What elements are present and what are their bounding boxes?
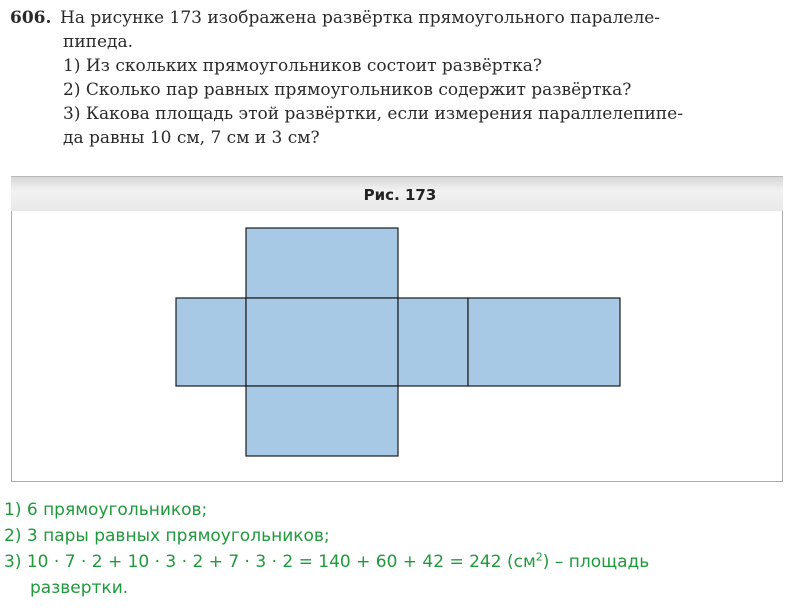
net-top-face	[246, 228, 398, 298]
answer-3: 3) 10 · 7 · 2 + 10 · 3 · 2 + 7 · 3 · 2 = 140 + 60 + 42 = 242 $(см^2)$ – площадь	[4, 550, 650, 572]
answer-2: 2) 3 пары равных прямоугольников;	[4, 526, 330, 546]
problem-line-2: пипеда.	[63, 32, 134, 52]
problem-line-1: 606. На рисунке 173 изображена развёртка прямоугольного паралеле-	[10, 8, 661, 28]
question-3: 3) Какова площадь этой развёртки, если измерения параллелепипе-	[63, 104, 683, 124]
net-left-face	[176, 298, 246, 386]
answer-3-cont: развертки.	[30, 578, 129, 598]
net-front-face	[246, 298, 398, 386]
question-2: 2) Сколько пар равных прямоугольников содержит развёртка?	[63, 80, 632, 100]
net-back-face	[468, 298, 620, 386]
problem-number: 606.	[10, 8, 52, 28]
question-3-cont: да равны 10 см, 7 см и 3 см?	[63, 128, 320, 148]
answers-block	[4, 497, 794, 601]
question-1: 1) Из скольких прямоугольников состоит развёртка?	[63, 56, 542, 76]
figure-caption: Рис. 173	[363, 186, 437, 204]
answer-1: 1) 6 прямоугольников;	[4, 500, 208, 520]
net-right-face	[398, 298, 468, 386]
net-bottom-face	[246, 386, 398, 456]
